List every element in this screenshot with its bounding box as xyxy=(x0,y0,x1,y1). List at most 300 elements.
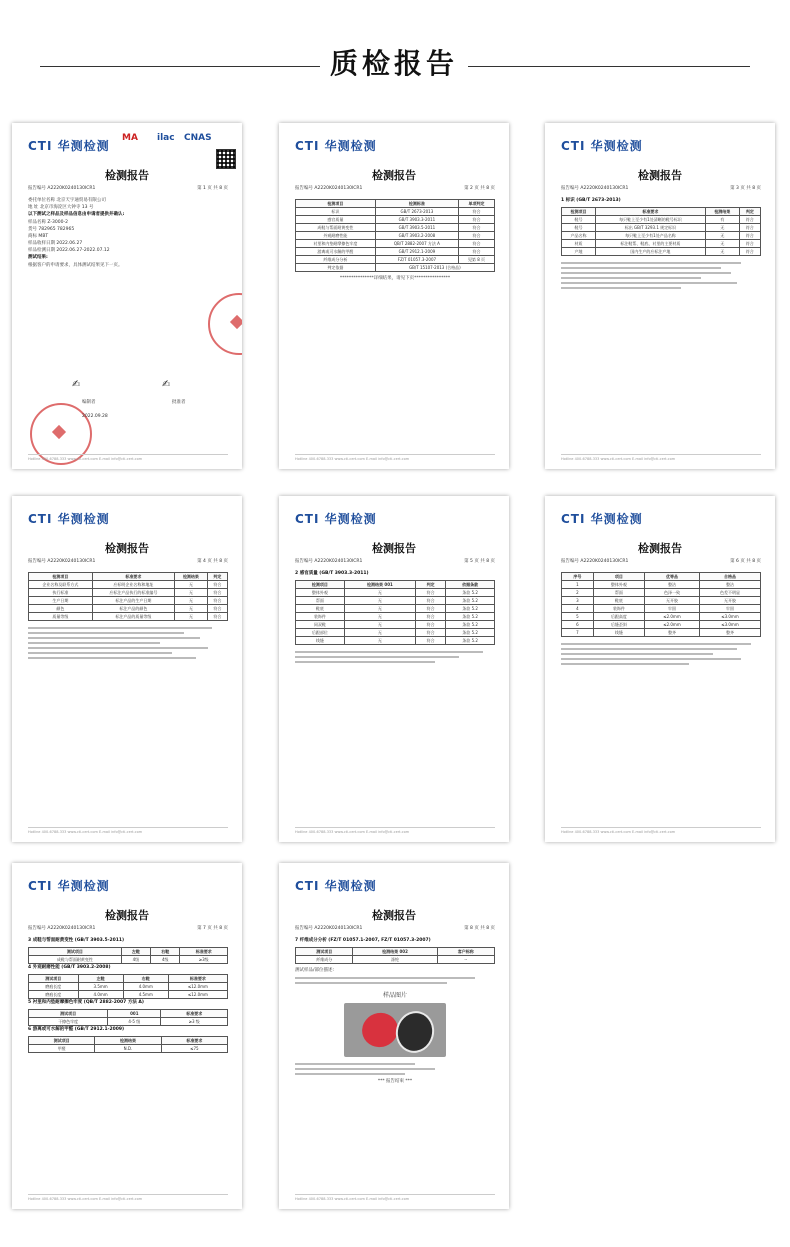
sample-photo-label: 样品图片 xyxy=(382,992,407,999)
table-cell: 4级 xyxy=(121,956,150,964)
table-cell: 3 xyxy=(562,597,594,605)
table-row xyxy=(296,248,495,256)
table-row xyxy=(29,1045,228,1053)
table-cell: 5 xyxy=(562,613,594,621)
table-cell: 无 xyxy=(705,224,739,232)
report-number: 报告编号 A2220K0240130ICR1 xyxy=(561,559,629,564)
report-meta xyxy=(295,558,495,564)
table-cell: N.D. xyxy=(95,1045,161,1053)
table-header-cell: 测试项目 xyxy=(296,948,353,956)
table-cell: ≥3 级 xyxy=(161,1018,228,1026)
table-cell: 符合 xyxy=(739,224,760,232)
table-cell: 感官质量 xyxy=(296,216,376,224)
table-row xyxy=(296,621,495,629)
table-row xyxy=(296,240,495,248)
table-row xyxy=(296,956,495,964)
brand-logo: CTI 华测检测 xyxy=(28,139,110,153)
table-cell: 甲醛 xyxy=(29,1045,95,1053)
page-footer: Hotline 400-6788-333 www.cti-cert.com E-mail info@cti-cert.com xyxy=(28,1194,228,1201)
table-header-cell: 优等品 xyxy=(645,573,700,581)
table-header-cell: 测试项目 xyxy=(29,1010,108,1018)
table-header-cell: 右鞋 xyxy=(151,948,180,956)
note-text-block xyxy=(295,977,495,984)
report-title: 检测报告 xyxy=(372,909,416,922)
table-cell: 无 xyxy=(344,629,415,637)
table-row xyxy=(562,581,761,589)
table-header-cell: 测试项目 xyxy=(29,1037,95,1045)
table-header-cell: 左鞋 xyxy=(78,975,123,983)
page-number: 第 6 页 共 8 页 xyxy=(730,559,761,564)
table-header xyxy=(296,581,495,589)
grade-standard-table xyxy=(561,572,761,637)
table-cell: 颜色 xyxy=(29,605,93,613)
header xyxy=(0,0,790,110)
verdict-row xyxy=(296,264,495,272)
report-body xyxy=(28,937,228,1187)
table-cell: 帮面 xyxy=(296,597,345,605)
table-cell: 鞋号 xyxy=(562,216,596,224)
table-cell: 条款 5.2 xyxy=(446,613,495,621)
trademark: 商标 MBT xyxy=(28,234,49,239)
table-cell: 4.0mm xyxy=(78,991,123,999)
page-footer: Hotline 400-6788-333 www.cti-cert.com E-mail info@cti-cert.com xyxy=(295,454,495,461)
table-cell: 无开胶 xyxy=(645,597,700,605)
table-header-cell: 项目 xyxy=(593,573,644,581)
brand-logo: CTI 华测检测 xyxy=(561,139,643,153)
section-heading: 6 游离或可水解的甲醛 (GB/T 2912.1-2009) xyxy=(28,1027,125,1032)
table-header-cell: 001 xyxy=(108,1010,161,1018)
header-divider-left xyxy=(40,66,320,67)
report-body xyxy=(561,570,761,820)
table-cell: 符合 xyxy=(207,605,227,613)
table-cell: 4级 xyxy=(151,956,180,964)
table-header xyxy=(296,200,495,208)
table-cell: 无 xyxy=(705,232,739,240)
table-header-cell: 序号 xyxy=(562,573,594,581)
table-cell: 装饰件 xyxy=(593,605,644,613)
report-body xyxy=(561,197,761,447)
table-cell: GB/T 3903.2-2008 xyxy=(375,232,458,240)
report-title: 检测报告 xyxy=(372,169,416,182)
table-cell: 6 xyxy=(562,621,594,629)
table-cell: 色泽一致 xyxy=(645,589,700,597)
report-page-2[interactable] xyxy=(279,123,509,469)
table-cell: ≤3.0mm xyxy=(699,613,760,621)
table-row xyxy=(562,232,761,240)
table-cell: 符合 xyxy=(458,232,494,240)
table-cell: 磨痕长度 xyxy=(29,983,79,991)
table-row xyxy=(29,597,228,605)
table-cell: 牢固 xyxy=(645,605,700,613)
table-cell: 涤纶 xyxy=(353,956,437,964)
report-number: 报告编号 A2220K0240130ICR1 xyxy=(295,559,363,564)
approver-label: 批准者 xyxy=(172,400,186,405)
report-number: 报告编号 A2220K0240130ICR1 xyxy=(28,186,96,191)
page-number: 第 4 页 共 8 页 xyxy=(197,559,228,564)
report-title: 检测报告 xyxy=(105,169,149,182)
report-meta xyxy=(28,558,228,564)
page-footer: Hotline 400-6788-333 www.cti-cert.com E-mail info@cti-cert.com xyxy=(28,454,228,461)
table-cell: ≤12.0mm xyxy=(168,983,227,991)
table-cell: 条款 5.2 xyxy=(446,629,495,637)
qr-code-icon xyxy=(216,149,236,169)
table-cell: 无 xyxy=(175,605,208,613)
table-cell: 符合 xyxy=(416,613,446,621)
table-cell: 无 xyxy=(344,637,415,645)
table-cell: GB/T 2673-2013 xyxy=(375,208,458,216)
table-cell: FZ/T 01057.3-2007 xyxy=(375,256,458,264)
report-number: 报告编号 A2220K0240130ICR1 xyxy=(295,186,363,191)
report-end: *** 报告结束 *** xyxy=(377,1079,413,1084)
table-cell: 4.0mm xyxy=(123,983,168,991)
table-cell: 无 xyxy=(344,589,415,597)
report-body xyxy=(28,570,228,820)
table-cell: 无 xyxy=(175,581,208,589)
table-cell: 符合 xyxy=(416,589,446,597)
receive-date: 样品收样日期 2022.06.27 xyxy=(28,241,83,246)
table-cell: 符合 xyxy=(207,589,227,597)
report-title: 检测报告 xyxy=(105,542,149,555)
brand-logo: CTI 华测检测 xyxy=(295,139,377,153)
brand-logo: CTI 华测检测 xyxy=(28,879,110,893)
table-cell: 无 xyxy=(344,621,415,629)
table-cell: 鞋底 xyxy=(593,597,644,605)
table-row xyxy=(29,605,228,613)
table-cell: 符合 xyxy=(458,224,494,232)
table-header-cell: 检测结果 xyxy=(705,208,739,216)
table-header xyxy=(562,208,761,216)
yellowing-table xyxy=(28,947,228,964)
requirement-text-block xyxy=(561,643,761,665)
table-cell: 4-5 级 xyxy=(108,1018,161,1026)
table-cell: 条款 5.2 xyxy=(446,605,495,613)
table-cell: 符合 xyxy=(416,621,446,629)
table-cell: 鞋底 xyxy=(296,605,345,613)
report-page-5[interactable] xyxy=(279,496,509,842)
table-header-cell: 检测项目 xyxy=(296,200,376,208)
table-cell: 线缝 xyxy=(296,637,345,645)
table-cell: 成鞋与帮面耐黄变性 xyxy=(29,956,122,964)
table-cell: ≤12.0mm xyxy=(168,991,227,999)
page-footer: Hotline 400-6788-333 www.cti-cert.com E-mail info@cti-cert.com xyxy=(295,1194,495,1201)
table-row xyxy=(562,589,761,597)
table-header-cell: 合格品 xyxy=(699,573,760,581)
item-number: 货号 782965 782965 xyxy=(28,227,75,232)
table-row xyxy=(296,613,495,621)
table-row xyxy=(562,613,761,621)
result-note: 根据客户的申请要求，具体测试结果见下一页。 xyxy=(28,263,123,268)
table-header-cell: 判定 xyxy=(207,573,227,581)
table-cell: 2 xyxy=(562,589,594,597)
colorfastness-table xyxy=(28,1009,228,1026)
table-cell: 符合 xyxy=(739,248,760,256)
table-cell: 符合 xyxy=(207,613,227,621)
table-cell: 符合 xyxy=(416,629,446,637)
table-cell: 标注产品的颜色 xyxy=(92,605,174,613)
table-cell: 国内生产的应标注产地 xyxy=(596,248,706,256)
table-header xyxy=(29,1037,228,1045)
table-header-cell: 标准要求 xyxy=(180,948,228,956)
table-cell: QB/T 2882-2007 方法 A xyxy=(375,240,458,248)
table-row xyxy=(29,613,228,621)
report-meta xyxy=(561,558,761,564)
sample-photo xyxy=(344,1003,446,1057)
table-header xyxy=(296,948,495,956)
table-cell: 条款 5.2 xyxy=(446,589,495,597)
table-header-cell: 检测标准 xyxy=(375,200,458,208)
table-header xyxy=(562,573,761,581)
sample-info-heading: 以下测试之样品及样品信息由申请者提供并确认: xyxy=(28,212,125,217)
table-header-cell: 检测项目 xyxy=(562,208,596,216)
table-row xyxy=(296,208,495,216)
client-address: 地 址 北京市海淀区大钟寺 13 号 xyxy=(28,205,94,210)
report-title: 检测报告 xyxy=(638,542,682,555)
report-number: 报告编号 A2220K0240130ICR1 xyxy=(561,186,629,191)
table-header xyxy=(29,573,228,581)
table-cell: ≥3级 xyxy=(180,956,228,964)
table-header-cell: 依据条款 xyxy=(446,581,495,589)
sample-name: 样品名称 Z-3000-2 xyxy=(28,220,68,225)
table-header xyxy=(29,975,228,983)
table-cell: 条款 5.2 xyxy=(446,597,495,605)
table-cell: 4 xyxy=(562,605,594,613)
table-row xyxy=(562,216,761,224)
table-cell: 每只鞋上至少有1处清晰的鞋号标识 xyxy=(596,216,706,224)
table-cell: 质量等级 xyxy=(29,613,93,621)
page-footer: Hotline 400-6788-333 www.cti-cert.com E-mail info@cti-cert.com xyxy=(295,827,495,834)
table-cell: 游离或可水解的甲醛 xyxy=(296,248,376,256)
brand-logo: CTI 华测检测 xyxy=(295,879,377,893)
table-header-cell: 标准要求 xyxy=(596,208,706,216)
page-title: 质检报告 xyxy=(329,47,458,80)
page-footer: Hotline 400-6788-333 www.cti-cert.com E-mail info@cti-cert.com xyxy=(561,454,761,461)
table-row xyxy=(29,983,228,991)
table-header-cell: 单项判定 xyxy=(458,200,494,208)
table-cell: 标出 GB/T 3293.1 规定标识 xyxy=(596,224,706,232)
report-page-7[interactable] xyxy=(12,863,242,1209)
table-header-cell: 标准要求 xyxy=(161,1037,227,1045)
table-row xyxy=(29,581,228,589)
table-cell: 无开胶 xyxy=(699,597,760,605)
table-cell: 7 xyxy=(562,629,594,637)
table-cell: GB/T 2912.1-2009 xyxy=(375,248,458,256)
table-cell: 3.5mm xyxy=(78,983,123,991)
table-row xyxy=(562,248,761,256)
report-number: 报告编号 A2220K0240130ICR1 xyxy=(28,559,96,564)
cma-logo-icon: MA xyxy=(122,133,138,143)
table-header-cell: 右鞋 xyxy=(123,975,168,983)
table-header xyxy=(29,948,228,956)
table-header-cell: 标准要求 xyxy=(161,1010,228,1018)
section-heading: 2 感官质量 (GB/T 3903.3-2011) xyxy=(295,571,369,576)
report-meta xyxy=(28,185,228,191)
table-cell: 纤维成分 xyxy=(296,956,353,964)
table-cell: 无 xyxy=(705,248,739,256)
report-page-6[interactable] xyxy=(545,496,775,842)
table-cell: 符合 xyxy=(739,232,760,240)
table-cell: 无 xyxy=(175,589,208,597)
detail-note: ***************详细结果，请见下页**************** xyxy=(339,276,451,281)
page-number: 第 2 页 共 8 页 xyxy=(464,186,495,191)
table-cell: 线缝 xyxy=(593,629,644,637)
table-cell: 磨痕长度 xyxy=(29,991,79,999)
table-cell: GB/T 3903.5-2011 xyxy=(375,224,458,232)
table-row xyxy=(296,256,495,264)
table-cell: 后缝歪斜 xyxy=(593,621,644,629)
table-cell: 符合 xyxy=(207,597,227,605)
table-row xyxy=(296,232,495,240)
table-cell: 同双鞋 xyxy=(296,621,345,629)
page-number: 第 1 页 共 8 页 xyxy=(197,186,228,191)
table-cell: 无 xyxy=(705,240,739,248)
report-page-8[interactable] xyxy=(279,863,509,1209)
table-cell: 整洁 xyxy=(645,581,700,589)
table-cell: 无 xyxy=(175,613,208,621)
table-cell: -- xyxy=(437,956,494,964)
table-cell: 应标明企业名称和地址 xyxy=(92,581,174,589)
table-row xyxy=(29,956,228,964)
brand-logo: CTI 华测检测 xyxy=(295,512,377,526)
table-cell: 应标注产品执行的标准编号 xyxy=(92,589,174,597)
table-cell: 纤维成分分析 xyxy=(296,256,376,264)
report-meta xyxy=(295,185,495,191)
table-cell: 符合 xyxy=(739,216,760,224)
table-cell: 每只鞋上至少有1处产品名称 xyxy=(596,232,706,240)
table-header-cell: 检测项目 xyxy=(296,581,345,589)
table-cell: 材质 xyxy=(562,240,596,248)
requirement-text-block xyxy=(28,627,228,659)
declaration-text-block xyxy=(295,1063,495,1075)
report-meta xyxy=(561,185,761,191)
page-number: 第 7 页 共 8 页 xyxy=(197,926,228,931)
table-cell: 条款 5.2 xyxy=(446,621,495,629)
page-number: 第 8 页 共 8 页 xyxy=(464,926,495,931)
table-cell: 无 xyxy=(175,597,208,605)
table-cell: GB/T 3903.3-2011 xyxy=(375,216,458,224)
verdict-value: GB/T 15107-2013 (合格品) xyxy=(375,264,494,272)
table-row xyxy=(296,629,495,637)
table-cell: 符合 xyxy=(416,605,446,613)
brand-logo: CTI 华测检测 xyxy=(561,512,643,526)
table-header-cell: 检测结果 xyxy=(95,1037,161,1045)
report-number: 报告编号 A2220K0240130ICR1 xyxy=(295,926,363,931)
table-cell: 有 xyxy=(705,216,739,224)
table-cell: 整体外观 xyxy=(593,581,644,589)
brand-logo: CTI 华测检测 xyxy=(28,512,110,526)
section-heading: 5 衬里和内垫耐摩擦色牢度 (QB/T 2882-2007 方法 A) xyxy=(28,1000,144,1005)
requirement-text-block xyxy=(561,262,761,289)
table-cell: ≤3.0mm xyxy=(699,621,760,629)
header-divider-right xyxy=(468,66,750,67)
table-header-cell: 检测项目 xyxy=(29,573,93,581)
table-cell: 干擦色牢度 xyxy=(29,1018,108,1026)
table-cell: 标识 xyxy=(296,208,376,216)
table-cell: 符合 xyxy=(458,240,494,248)
table-row xyxy=(296,605,495,613)
summary-table xyxy=(295,199,495,272)
table-cell: 见第 8 页 xyxy=(458,256,494,264)
label-table xyxy=(561,207,761,256)
report-number: 报告编号 A2220K0240130ICR1 xyxy=(28,926,96,931)
table-cell: 产品名称 xyxy=(562,232,596,240)
table-cell: 整齐 xyxy=(645,629,700,637)
table-cell: 整齐 xyxy=(699,629,760,637)
report-body xyxy=(295,197,495,447)
table-cell: 产地 xyxy=(562,248,596,256)
table-cell: 标注鞋帮、鞋底、衬里的主要材质 xyxy=(596,240,706,248)
table-cell: 执行标准 xyxy=(29,589,93,597)
table-cell: 4.5mm xyxy=(123,991,168,999)
table-row xyxy=(29,991,228,999)
section-heading: 3 成鞋与帮面耐黄变性 (GB/T 3903.5-2011) xyxy=(28,938,125,943)
table-row xyxy=(562,224,761,232)
verdict-label: 判定依据 xyxy=(296,264,376,272)
table-row xyxy=(562,629,761,637)
table-cell: 生产日期 xyxy=(29,597,93,605)
section-heading: 7 纤维成分分析 (FZ/T 01057.1-2007, FZ/T 01057.3-2007) xyxy=(295,938,431,943)
table-header-cell: 客户标称 xyxy=(437,948,494,956)
table-cell: 整体外观 xyxy=(296,589,345,597)
sample-note: 测试样品/部位描述: xyxy=(295,968,335,973)
report-title: 检测报告 xyxy=(638,169,682,182)
table-header-cell: 判定 xyxy=(416,581,446,589)
table-row xyxy=(296,589,495,597)
table-cell: 无 xyxy=(344,613,415,621)
table-cell: 1 xyxy=(562,581,594,589)
table-cell: 色差不明显 xyxy=(699,589,760,597)
section-heading: 1 标识 (GB/T 2673-2013) xyxy=(561,198,621,203)
report-page-4[interactable] xyxy=(12,496,242,842)
table-header-cell: 测试项目 xyxy=(29,975,79,983)
table-cell: 符合 xyxy=(207,581,227,589)
page-number: 第 3 页 共 8 页 xyxy=(730,186,761,191)
formaldehyde-table xyxy=(28,1036,228,1053)
table-cell: 企业名称及联系方式 xyxy=(29,581,93,589)
result-heading: 测试结果: xyxy=(28,255,48,260)
ilac-logo-icon: ilac xyxy=(157,133,175,143)
note-text-block xyxy=(295,651,495,663)
table-header-cell: 左鞋 xyxy=(121,948,150,956)
table-cell: ≤2.0mm xyxy=(645,621,700,629)
test-date: 样品检测日期 2022.06.27-2022.07.12 xyxy=(28,248,110,253)
table-cell: 无 xyxy=(344,597,415,605)
table-cell: 装饰件 xyxy=(296,613,345,621)
report-body xyxy=(295,570,495,820)
table-header xyxy=(29,1010,228,1018)
table-header-cell: 测试项目 xyxy=(29,948,122,956)
table-row xyxy=(562,605,761,613)
table-cell: 无 xyxy=(344,605,415,613)
table-row xyxy=(29,1018,228,1026)
table-row xyxy=(296,224,495,232)
table-header-cell: 检测结果 001 xyxy=(344,581,415,589)
page-footer: Hotline 400-6788-333 www.cti-cert.com E-mail info@cti-cert.com xyxy=(561,827,761,834)
issue-date: 2022.09.28 xyxy=(82,414,108,419)
table-cell: 牢固 xyxy=(699,605,760,613)
report-meta xyxy=(28,925,228,931)
table-header-cell: 检测结果 xyxy=(175,573,208,581)
table-row xyxy=(296,216,495,224)
report-body xyxy=(295,937,495,1187)
table-row xyxy=(562,621,761,629)
table-cell: 符合 xyxy=(458,216,494,224)
table-cell: 帮面 xyxy=(593,589,644,597)
report-meta xyxy=(295,925,495,931)
report-page-3[interactable] xyxy=(545,123,775,469)
table-cell: 符合 xyxy=(458,248,494,256)
table-cell: 符合 xyxy=(416,597,446,605)
report-page-1[interactable] xyxy=(12,123,242,469)
